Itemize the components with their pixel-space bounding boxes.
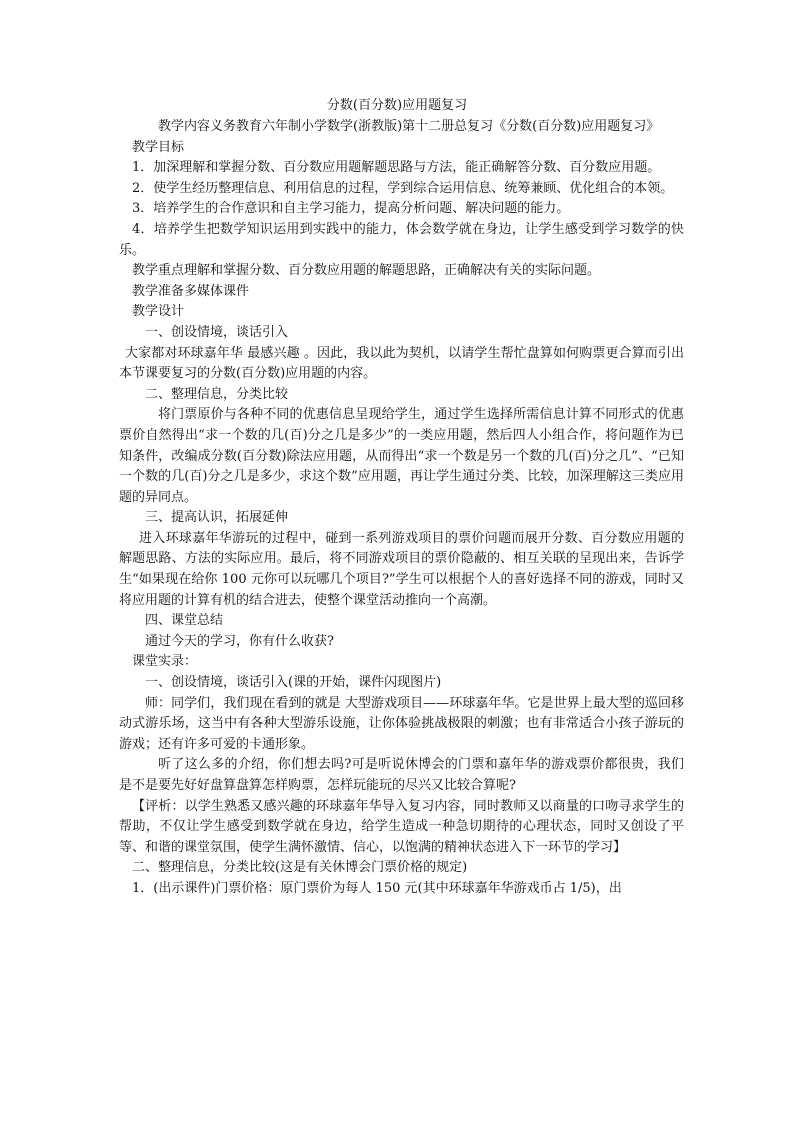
objective-item: 4．培养学生把数学知识运用到实践中的能力，体会数学就在身边，让学生感受到学习数学的快乐。 [119,221,684,258]
paragraph: 1．(出示课件)门票价格：原门票价为每人 150 元(其中环球嘉年华游戏币占 1/5)，出 [132,880,622,896]
paragraph: 进入环球嘉年华游玩的过程中，碰到一系列游戏项目的票价问题而展开分数、百分数应用题的解题思路、方法的实际应用。最后，将不同游戏项目的票价隐蔽的、相互关联的呈现出来，告诉学生“如果现在给你 100 元你可以玩哪几个项目?”学生可以根据个人的喜好选择不同的游戏，同时又将应用题的计算有机的结合进去，使整个课堂活动推向一个高潮。 [119,530,684,608]
objective-item: 3．培养学生的合作意识和自主学习能力，提高分析问题、解决问题的能力。 [132,201,570,217]
paragraph-key-points: 教学重点理解和掌握分数、百分数应用题的解题思路，正确解决有关的实际问题。 [132,263,601,279]
heading-objectives: 教学目标 [132,139,185,155]
paragraph: 大家都对环球嘉年华 最感兴趣 。因此，我以此为契机，以请学生帮忙盘算如何购票更合算而引出本节课要复习的分数(百分数)应用题的内容。 [119,345,684,382]
paragraph: 听了这么多的介绍，你们想去吗?可是听说休博会的门票和嘉年华的游戏票价都很贵，我们是不是要先好好盘算盘算怎样购票，怎样玩能玩的尽兴又比较合算呢? [119,757,684,793]
section-heading: 一、创设情境，谈话引入 [145,324,289,340]
paragraph-commentary: 【评析：以学生熟悉又感兴趣的环球嘉年华导入复习内容，同时教师又以商量的口吻寻求学生的帮助，不仅让学生感受到数学就在身边，给学生造成一种急切期待的心理状态，同时又创设了平等、和谐的课堂氛围，使学生满怀激情、信心，以饱满的精神状态进入下一环节的学习】 [119,798,684,855]
paragraph: 师：同学们，我们现在看到的就是 大型游戏项目——环球嘉年华。它是世界上最大型的巡回移动式游乐场，这当中有各种大型游乐设施，让你体验挑战极限的刺激；也有非常适合小孩子游玩的游戏；还有许多可爱的卡通形象。 [119,695,684,752]
paragraph-content: 教学内容义务教育六年制小学数学(浙教版)第十二册总复习《分数(百分数)应用题复习》 [158,119,660,134]
paragraph-preparation: 教学准备多媒体课件 [132,283,250,299]
objective-item: 1．加深理解和掌握分数、百分数应用题解题思路与方法，能正确解答分数、百分数应用题。 [132,160,661,176]
section-heading: 四、课堂总结 [145,613,224,629]
paragraph: 将门票原价与各种不同的优惠信息呈现给学生，通过学生选择所需信息计算不同形式的优惠票价自然得出“求一个数的几(百)分之几是多少”的一类应用题，然后四人小组合作，将问题作为已知条件，改编成分数(百分数)除法应用题，从而得出“求一个数是另一个数的几(百)分之几”、“已知一个数的几(百)分之几是多少，求这个数”应用题，再让学生通过分类、比较，加深理解这三类应用题的异同点。 [119,407,684,505]
section-heading: 一、创设情境，谈话引入(课的开始，课件闪现图片) [145,675,442,691]
section-heading: 三、提高认识，拓展延伸 [145,510,289,526]
heading-record: 课堂实录： [132,654,198,670]
paragraph: 通过今天的学习，你有什么收获? [145,633,334,649]
section-heading: 二、整理信息，分类比较 [145,386,289,402]
document-body [119,117,684,900]
heading-design: 教学设计 [132,304,185,320]
document-title: 分数(百分数)应用题复习 [326,98,468,113]
objective-item: 2．使学生经历整理信息、利用信息的过程，学到综合运用信息、统筹兼顾、优化组合的本领。 [132,180,674,196]
section-heading: 二、整理信息，分类比较(这是有关休博会门票价格的规定) [132,860,468,876]
